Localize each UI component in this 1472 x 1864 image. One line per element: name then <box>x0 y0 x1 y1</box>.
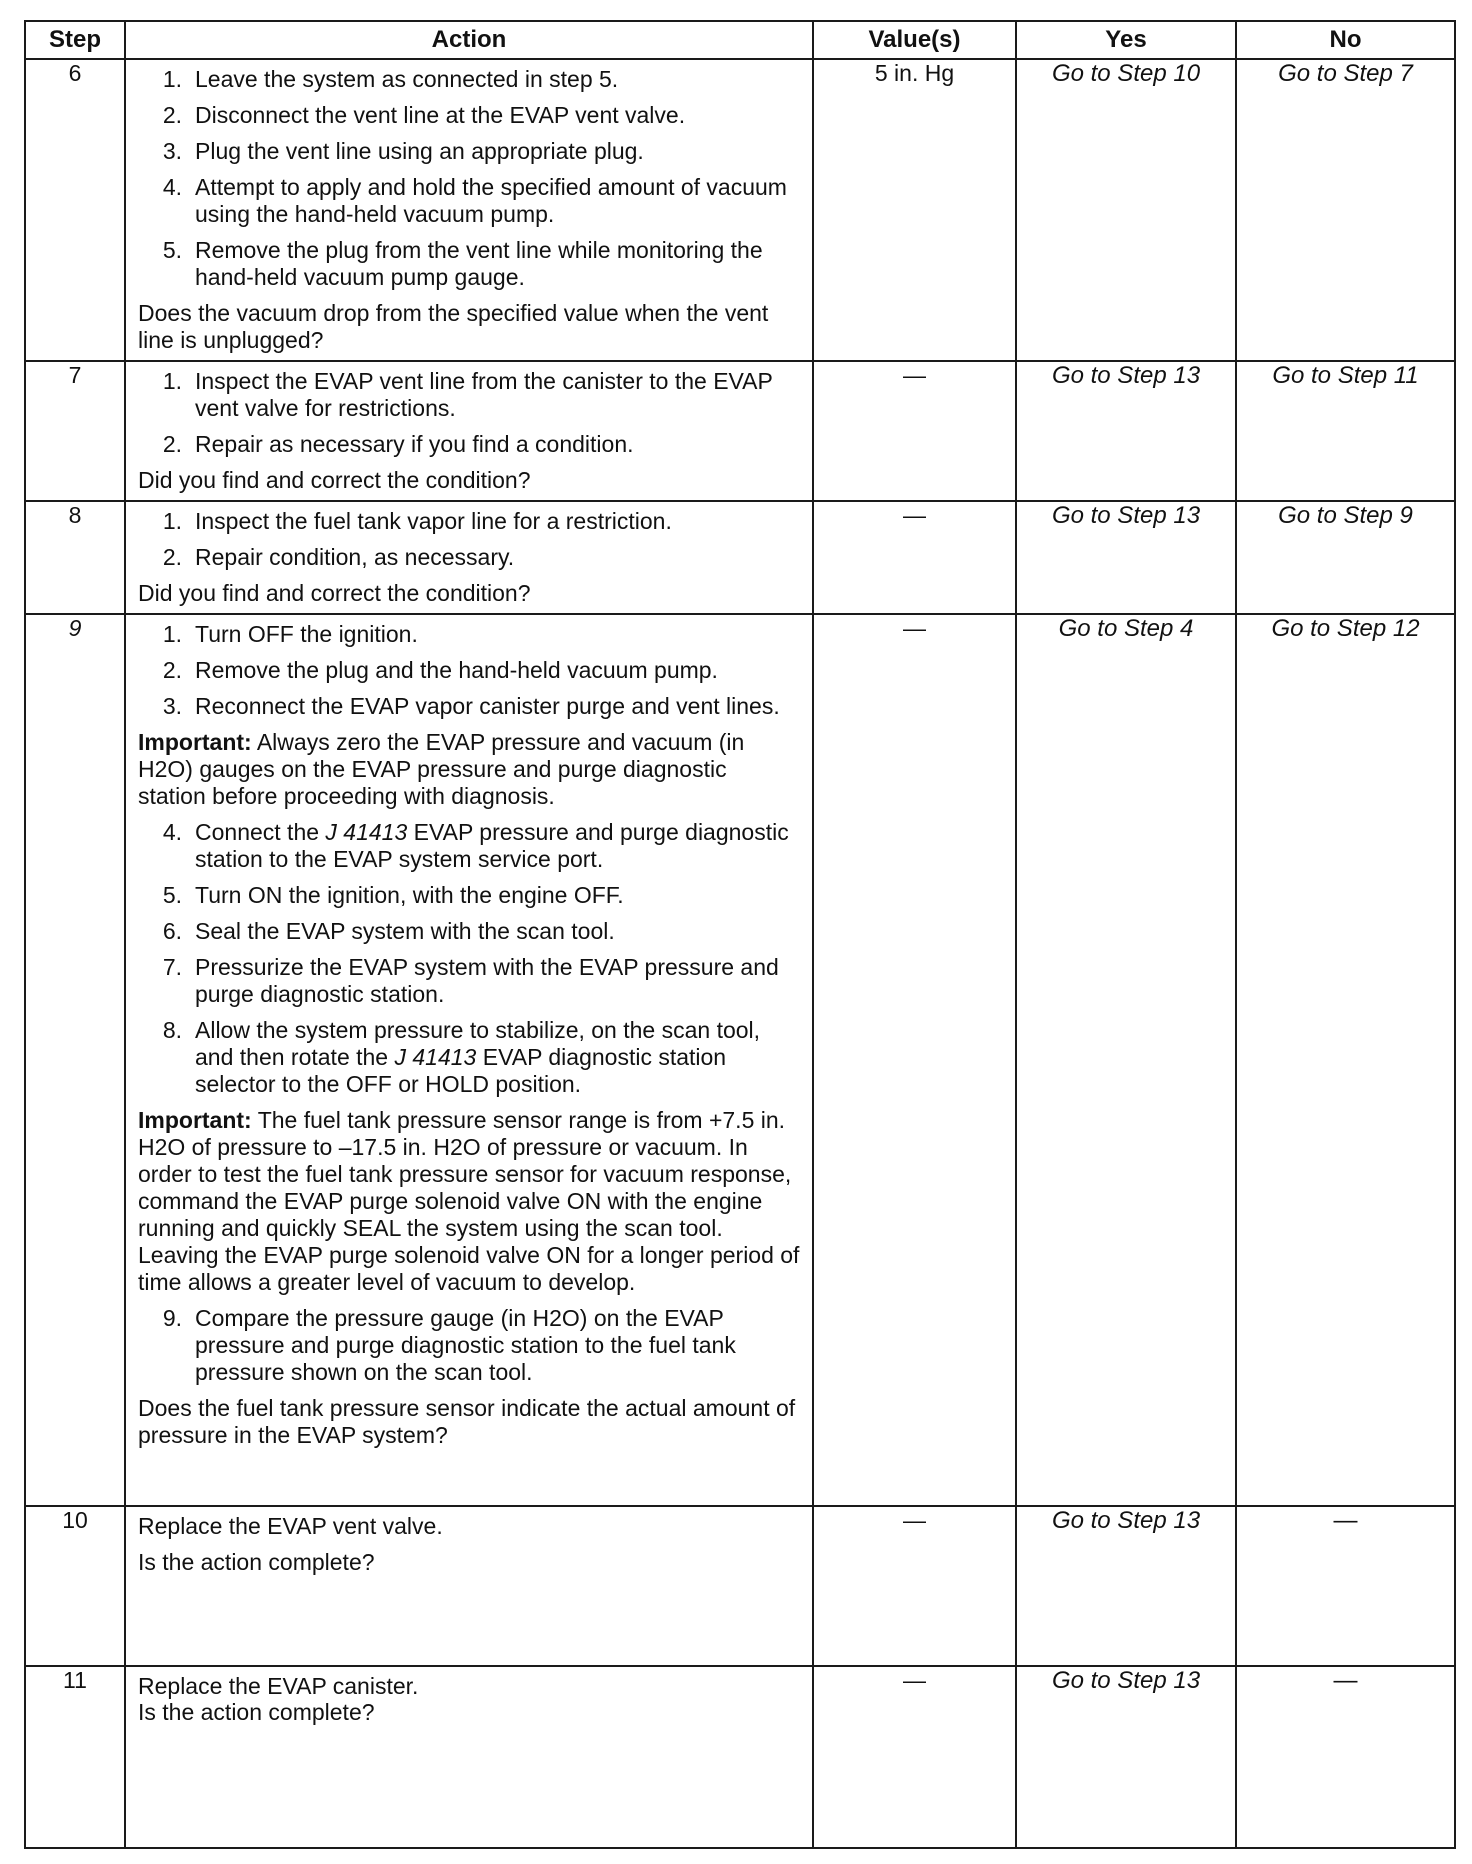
value-cell: — <box>813 501 1016 614</box>
header-no: No <box>1236 21 1455 59</box>
action-cell <box>125 1506 813 1666</box>
no-goto: Go to Step 7 <box>1278 60 1413 87</box>
tool-reference: J 41413 <box>325 819 408 845</box>
question-text: Does the fuel tank pressure sensor indicate the actual amount of pressure in the EVAP system? <box>138 1395 796 1448</box>
list-item: 1 . Turn OFF the ignition. <box>138 621 800 648</box>
yes-cell <box>1016 1506 1236 1666</box>
step-number: 10 <box>25 1506 125 1666</box>
action-text: Replace the EVAP vent valve. <box>138 1513 443 1539</box>
step-number: 6 <box>25 59 125 361</box>
step-number: 11 <box>25 1666 125 1848</box>
no-goto: Go to Step 11 <box>1272 362 1419 389</box>
yes-cell <box>1016 361 1236 501</box>
question-text: Is the action complete? <box>138 1699 375 1725</box>
table-row-step-8 <box>25 501 1455 614</box>
header-action: Action <box>125 21 813 59</box>
header-row <box>25 21 1455 59</box>
list-item: 2 . Remove the plug and the hand-held vacuum pump. <box>138 657 800 684</box>
no-cell <box>1236 614 1455 1506</box>
list-item: 5 . Remove the plug from the vent line while monitoring the hand-held vacuum pump gauge. <box>138 237 800 291</box>
table-row-step-11 <box>25 1666 1455 1848</box>
no-cell <box>1236 501 1455 614</box>
list-item: 4 . Attempt to apply and hold the specified amount of vacuum using the hand-held vacuum pump. <box>138 174 800 228</box>
list-item: 1 . Inspect the EVAP vent line from the canister to the EVAP vent valve for restrictions. <box>138 368 800 422</box>
no-goto: Go to Step 12 <box>1271 615 1420 642</box>
action-text: Replace the EVAP canister. <box>138 1673 419 1699</box>
value-cell: — <box>813 614 1016 1506</box>
list-item: 2 . Repair condition, as necessary. <box>138 544 800 571</box>
list-item: 4 . Connect the J 41413 EVAP pressure and purge diagnostic station to the EVAP system service port. <box>138 819 800 873</box>
tool-reference: J 41413 <box>394 1044 477 1070</box>
list-item: 2 . Disconnect the vent line at the EVAP vent valve. <box>138 102 800 129</box>
table-row-step-6 <box>25 59 1455 361</box>
diagnostic-table <box>24 20 1456 1849</box>
table-row-step-10 <box>25 1506 1455 1666</box>
step-number: 8 <box>25 501 125 614</box>
list-item: 9 . Compare the pressure gauge (in H2O) on the EVAP pressure and purge diagnostic station to the fuel tank pressure shown on the scan tool. <box>138 1305 800 1386</box>
value-cell: 5 in. Hg <box>813 59 1016 361</box>
important-note: Important: The fuel tank pressure sensor range is from +7.5 in. H2O of pressure to –17.5 in. H2O of pressure or vacuum. In order to test the fuel tank pressure sensor for vacuum response, command the EVAP purge solenoid valve ON with the engine running and quickly SEAL the system using the scan tool. Leaving the EVAP purge solenoid valve ON for a longer period of time allows a greater level of vacuum to develop. <box>138 1107 800 1295</box>
value-cell: — <box>813 361 1016 501</box>
header-step: Step <box>25 21 125 59</box>
no-cell <box>1236 59 1455 361</box>
list-item: 3 . Plug the vent line using an appropriate plug. <box>138 138 800 165</box>
list-item: 1 . Inspect the fuel tank vapor line for a restriction. <box>138 508 800 535</box>
value-cell: — <box>813 1506 1016 1666</box>
question-text: Is the action complete? <box>138 1549 375 1575</box>
table-row-step-7 <box>25 361 1455 501</box>
step-number: 9 <box>25 614 125 1506</box>
action-cell <box>125 614 813 1506</box>
yes-cell <box>1016 1666 1236 1848</box>
no-cell: — <box>1236 1506 1455 1666</box>
question-text: Did you find and correct the condition? <box>138 580 531 606</box>
question-text: Does the vacuum drop from the specified value when the vent line is unplugged? <box>138 300 769 353</box>
list-item: 6 . Seal the EVAP system with the scan tool. <box>138 918 800 945</box>
action-cell <box>125 59 813 361</box>
yes-goto: Go to Step 13 <box>1051 362 1201 389</box>
list-item: 3 . Reconnect the EVAP vapor canister purge and vent lines. <box>138 693 800 720</box>
list-item: 7 . Pressurize the EVAP system with the EVAP pressure and purge diagnostic station. <box>138 954 800 1008</box>
yes-goto: Go to Step 13 <box>1051 502 1201 529</box>
list-item: 1 . Leave the system as connected in step 5. <box>138 66 800 93</box>
yes-cell <box>1016 501 1236 614</box>
step-number: 7 <box>25 361 125 501</box>
list-item: 2 . Repair as necessary if you find a condition. <box>138 431 800 458</box>
no-goto: Go to Step 9 <box>1278 502 1413 529</box>
header-values: Value(s) <box>813 21 1016 59</box>
yes-goto: Go to Step 13 <box>1051 1667 1201 1694</box>
list-item: 8 . Allow the system pressure to stabilize, on the scan tool, and then rotate the J 41413 EVAP diagnostic station selector to the OFF or HOLD position. <box>138 1017 800 1098</box>
no-cell: — <box>1236 1666 1455 1848</box>
question-text: Did you find and correct the condition? <box>138 467 531 493</box>
action-cell <box>125 501 813 614</box>
important-note: Important: Always zero the EVAP pressure and vacuum (in H2O) gauges on the EVAP pressure and purge diagnostic station before proceeding with diagnosis. <box>138 729 745 809</box>
action-cell <box>125 1666 813 1848</box>
yes-goto: Go to Step 13 <box>1051 1507 1201 1534</box>
table-row-step-9 <box>25 614 1455 1506</box>
list-item: 5 . Turn ON the ignition, with the engine OFF. <box>138 882 800 909</box>
no-cell <box>1236 361 1455 501</box>
yes-cell <box>1016 614 1236 1506</box>
yes-goto: Go to Step 10 <box>1051 60 1201 87</box>
header-yes: Yes <box>1016 21 1236 59</box>
action-cell <box>125 361 813 501</box>
yes-cell <box>1016 59 1236 361</box>
value-cell: — <box>813 1666 1016 1848</box>
yes-goto: Go to Step 4 <box>1058 615 1194 642</box>
